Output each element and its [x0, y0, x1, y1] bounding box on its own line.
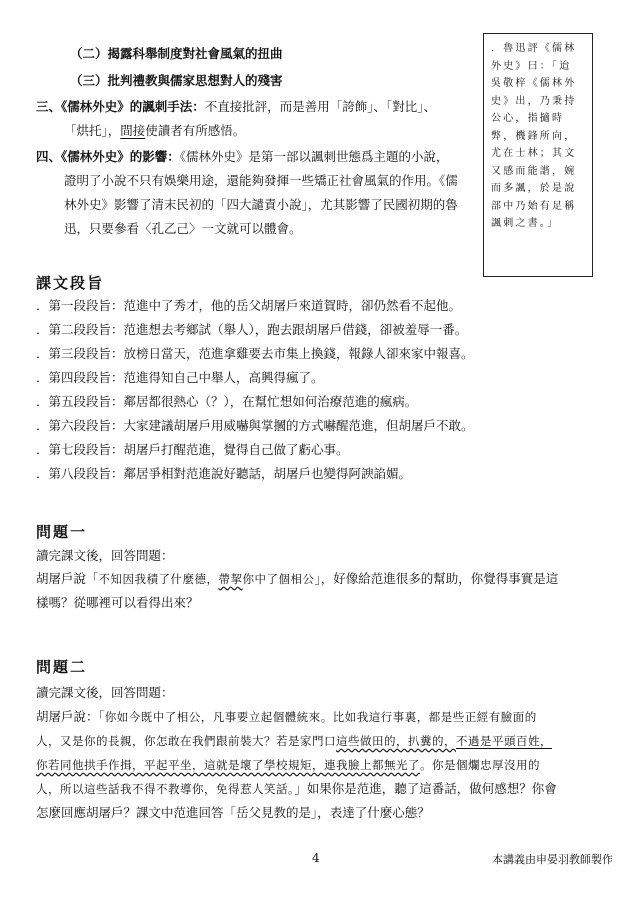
section-3-cont-c: 使讀者有所感悟。: [145, 123, 246, 138]
q1-e: 」，好像給范進很多的幫助，你覺得事實是這: [314, 571, 559, 586]
q2-l1b: 你如今既中了相公，凡事要立起個體統來。比如我這行事裏，都是些正經有臉面的: [104, 710, 537, 724]
outline-section-4-cont-3: 迅，只要參看〈孔乙己〉一文就可以體會。: [64, 221, 302, 236]
question-2-text-3: [36, 756, 540, 774]
question-1-heading: 問題一: [36, 523, 88, 541]
summary-item: ．第二段段旨：范進想去考鄉試（舉人），跑去跟胡屠戶借錢，卻被羞辱一番。: [36, 322, 468, 337]
summary-item: ．第七段段旨：胡屠戶打醒范進，覺得自己做了虧心事。: [36, 442, 349, 457]
quote-line: 弊，機鋒所向，: [491, 130, 577, 142]
outline-item-2: （二）揭露科舉制度對社會風氣的扭曲: [70, 46, 283, 61]
question-2-text-1: [36, 708, 537, 726]
summary-item: ．第五段段旨：鄰居都很熱心（？），在幫忙想如何治療范進的瘋病。: [36, 394, 418, 409]
lu-xun-quote-box: [483, 33, 593, 277]
q2-l4b: 」如果你是范進，聽了這番話，做何感想？你會: [294, 781, 557, 796]
outline-section-3: [36, 98, 436, 116]
page-number: 4: [312, 851, 320, 865]
question-1-text-2: 樣嗎？從哪裡可以看得出來？: [36, 595, 199, 610]
section-3-cont-a: 「烘托」，: [64, 123, 121, 138]
quote-line: 尤在士林；其文: [491, 148, 577, 159]
question-1-text-1: [36, 570, 558, 588]
q2-l2c: 不過是平頭百姓，: [456, 734, 552, 748]
question-2-intro: 讀完課文後，回答問題：: [36, 685, 174, 700]
q1-quote-1: 不知因我積了什麼德，: [98, 572, 219, 586]
quote-line: 外史》曰：「迨: [491, 60, 572, 72]
quote-line: 吳敬梓《儒林外: [491, 78, 577, 89]
question-2-heading: 問題二: [36, 658, 88, 676]
quote-line: 諷刺之書。」: [491, 218, 560, 229]
q2-l1a: 胡屠戶說：「: [36, 709, 105, 724]
quote-line: 史》出，乃秉持: [491, 95, 577, 107]
quote-line: 又感而能諧，婉: [491, 165, 577, 177]
section-3-indirect: 間接: [120, 123, 146, 138]
quote-line: 部中乃始有足稱: [491, 200, 577, 212]
summary-heading: 課文段旨: [36, 274, 105, 292]
question-2-text-2: [36, 732, 552, 750]
section-4-text: 《儒林外史》是第一部以諷刺世態爲主題的小說，: [179, 149, 449, 164]
section-4-heading: 四、《儒林外史》的影響：: [36, 149, 180, 164]
outline-section-3-cont: [64, 122, 245, 140]
outline-section-4-cont-2: 林外史》影響了清末民初的「四大譴責小說」，尤其影響了民國初期的魯: [64, 197, 458, 212]
question-1-intro: 讀完課文後，回答問題：: [36, 548, 174, 563]
q1-quote-2: 你中了個相公: [242, 572, 315, 586]
author-credit: 本講義由申晏羽教師製作: [492, 853, 613, 866]
q2-l4a: 人，所以這些話我不得不教導你，免得惹人笑話。: [36, 782, 295, 796]
q1-a: 胡屠戶說「: [36, 571, 99, 586]
q2-l3a: 你若同他拱手作揖，平起平坐，這就是壞了學校規矩，連我臉上都無光了: [36, 758, 420, 772]
q1-quote-dai-qie: 帶挈: [218, 572, 243, 586]
outline-item-3: （三）批判禮教與儒家思想對人的殘害: [70, 73, 283, 88]
q2-l2b: 這些做田的，扒糞的，: [336, 734, 456, 748]
summary-item: ．第六段段旨：大家建議胡屠戶用威嚇與掌摑的方式嚇醒范進，但胡屠戶不敢。: [36, 418, 474, 433]
summary-item: ．第四段段旨：范進得知自己中舉人，高興得瘋了。: [36, 370, 324, 385]
q2-l2a: 人，又是你的長親，你怎敢在我們跟前裝大？若是家門口: [36, 734, 336, 748]
quote-line: ．魯迅評《儒林: [491, 43, 577, 54]
summary-item: ．第三段段旨：放榜日當天，范進拿雞要去市集上換錢，報錄人卻來家中報喜。: [36, 346, 474, 361]
q2-l3b: 。你是個爛忠厚沒用的: [420, 758, 540, 772]
summary-item: ．第八段段旨：鄰居爭相對范進說好聽話，胡屠戶也變得阿諛諂媚。: [36, 466, 412, 481]
outline-section-4-cont-1: 證明了小說不只有娛樂用途，還能夠發揮一些矯正社會風氣的作用。《儒: [64, 173, 458, 188]
question-2-text-4: [36, 780, 557, 798]
outline-section-4: [36, 148, 449, 166]
question-2-text-5: 怎麼回應胡屠戶？課文中范進回答「岳父見教的是」，表達了什麼心態？: [36, 805, 430, 820]
quote-line: 而多諷，於是說: [491, 183, 577, 194]
section-3-heading: 三、《儒林外史》的諷刺手法：: [36, 99, 205, 114]
section-3-text: 不直接批評，而是善用「誇飾」、「對比」、: [204, 99, 437, 114]
quote-line: 公心，指擿時: [491, 113, 565, 124]
summary-item: ．第一段段旨：范進中了秀才，他的岳父胡屠戶來道賀時，卻仍然看不起他。: [36, 298, 462, 313]
